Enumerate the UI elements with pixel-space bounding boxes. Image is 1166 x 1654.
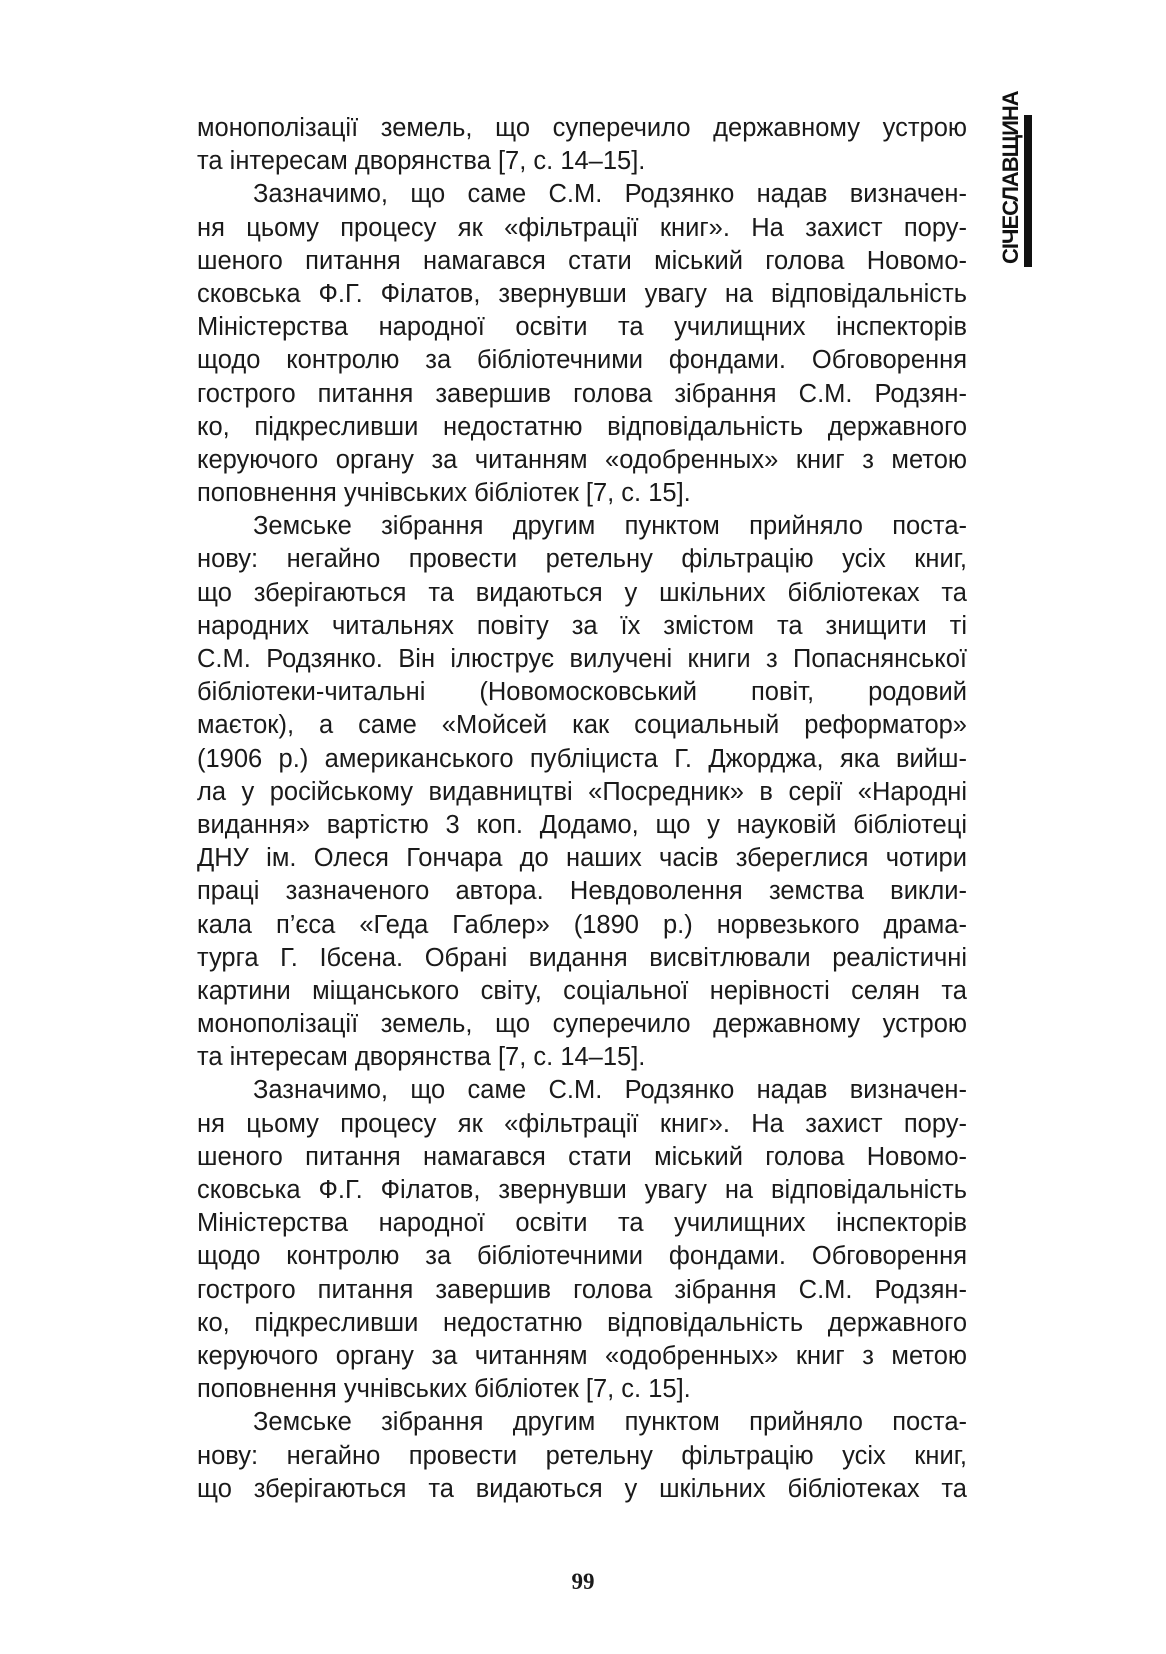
text-line: поповнення учнівських бібліотек [7, с. 15]. — [197, 1375, 691, 1404]
text-line: сковська Ф.Г. Філатов, звернувши увагу на відповідальність — [197, 279, 967, 308]
text-line: ла у російському видавництві «Посредник» в серії «Народні — [197, 777, 967, 806]
text-line: щодо контролю за бібліотечними фондами. Обговорення — [197, 346, 967, 375]
text-line: народних читальнях повіту за їх змістом та знищити ті — [197, 611, 967, 640]
text-line: (1906 р.) американського публіциста Г. Джорджа, яка вийш- — [197, 744, 967, 773]
text-line: та інтересам дворянства [7, с. 14–15]. — [197, 1043, 646, 1072]
text-line: шеного питання намагався стати міський голова Новомо- — [197, 1142, 967, 1171]
text-line: та інтересам дворянства [7, с. 14–15]. — [197, 147, 646, 176]
text-line: монополізації земель, що суперечило державному устрою — [197, 1010, 967, 1039]
text-line: турга Г. Ібсена. Обрані видання висвітлювали реалістичні — [197, 943, 967, 972]
running-title-text: СІЧЕСЛАВЩИНА — [998, 91, 1023, 264]
text-line: Зазначимо, що саме С.М. Родзянко надав визначен- — [253, 1076, 967, 1105]
text-line: Земське зібрання другим пунктом прийняло поста- — [253, 1408, 967, 1437]
running-title-logo — [992, 91, 1038, 270]
text-line: Земське зібрання другим пунктом прийняло поста- — [253, 512, 967, 541]
text-line: гострого питання завершив голова зібрання С.М. Родзян- — [197, 379, 967, 408]
text-line: маєток), а саме «Мойсей как социальный реформатор» — [197, 711, 967, 740]
text-line: ДНУ ім. Олеся Гончара до наших часів збереглися чотири — [197, 844, 967, 873]
text-line: праці зазначеного автора. Невдоволення земства викли- — [197, 877, 967, 906]
running-title-bar — [1024, 115, 1032, 267]
text-line: кала п’єса «Геда Габлер» (1890 р.) норвезького драма- — [197, 910, 967, 939]
text-line: Міністерства народної освіти та училищних інспекторів — [197, 313, 967, 342]
text-line: гострого питання завершив голова зібрання С.М. Родзян- — [197, 1275, 967, 1304]
page-number: 99 — [571, 1569, 595, 1594]
text-line: нову: негайно провести ретельну фільтрацію усіх книг, — [197, 1441, 967, 1470]
text-line: щодо контролю за бібліотечними фондами. Обговорення — [197, 1242, 967, 1271]
text-line: шеного питання намагався стати міський голова Новомо- — [197, 246, 967, 275]
text-line: С.М. Родзянко. Він ілюструє вилучені книги з Попаснянської — [197, 645, 967, 673]
page-body-text — [197, 112, 967, 1506]
text-line: бібліотеки-читальні (Новомосковський повіт, родовий — [197, 678, 967, 707]
text-line: керуючого органу за читанням «одобренных» книг з метою — [197, 1341, 967, 1370]
text-line: видання» вартістю 3 коп. Додамо, що у науковій бібліотеці — [197, 810, 967, 839]
text-line: що зберігаються та видаються у шкільних бібліотеках та — [197, 578, 967, 607]
text-line: ко, підкресливши недостатню відповідальність державного — [197, 1308, 967, 1337]
text-line: що зберігаються та видаються у шкільних бібліотеках та — [197, 1474, 967, 1503]
text-line: ня цьому процесу як «фільтрації книг». На захист пору- — [197, 1109, 967, 1138]
text-line: ко, підкресливши недостатню відповідальність державного — [197, 412, 967, 441]
text-line: керуючого органу за читанням «одобренных» книг з метою — [197, 445, 967, 474]
text-line: Міністерства народної освіти та училищних інспекторів — [197, 1209, 967, 1238]
text-line: поповнення учнівських бібліотек [7, с. 15]. — [197, 479, 691, 508]
text-line: картини міщанського світу, соціальної нерівності селян та — [197, 976, 967, 1005]
text-line: Зазначимо, що саме С.М. Родзянко надав визначен- — [253, 180, 967, 209]
text-line: сковська Ф.Г. Філатов, звернувши увагу на відповідальність — [197, 1176, 967, 1204]
text-line: ня цьому процесу як «фільтрації книг». На захист пору- — [197, 213, 967, 242]
text-line: нову: негайно провести ретельну фільтрацію усіх книг, — [197, 545, 967, 574]
text-line: монополізації земель, що суперечило державному устрою — [197, 114, 967, 142]
